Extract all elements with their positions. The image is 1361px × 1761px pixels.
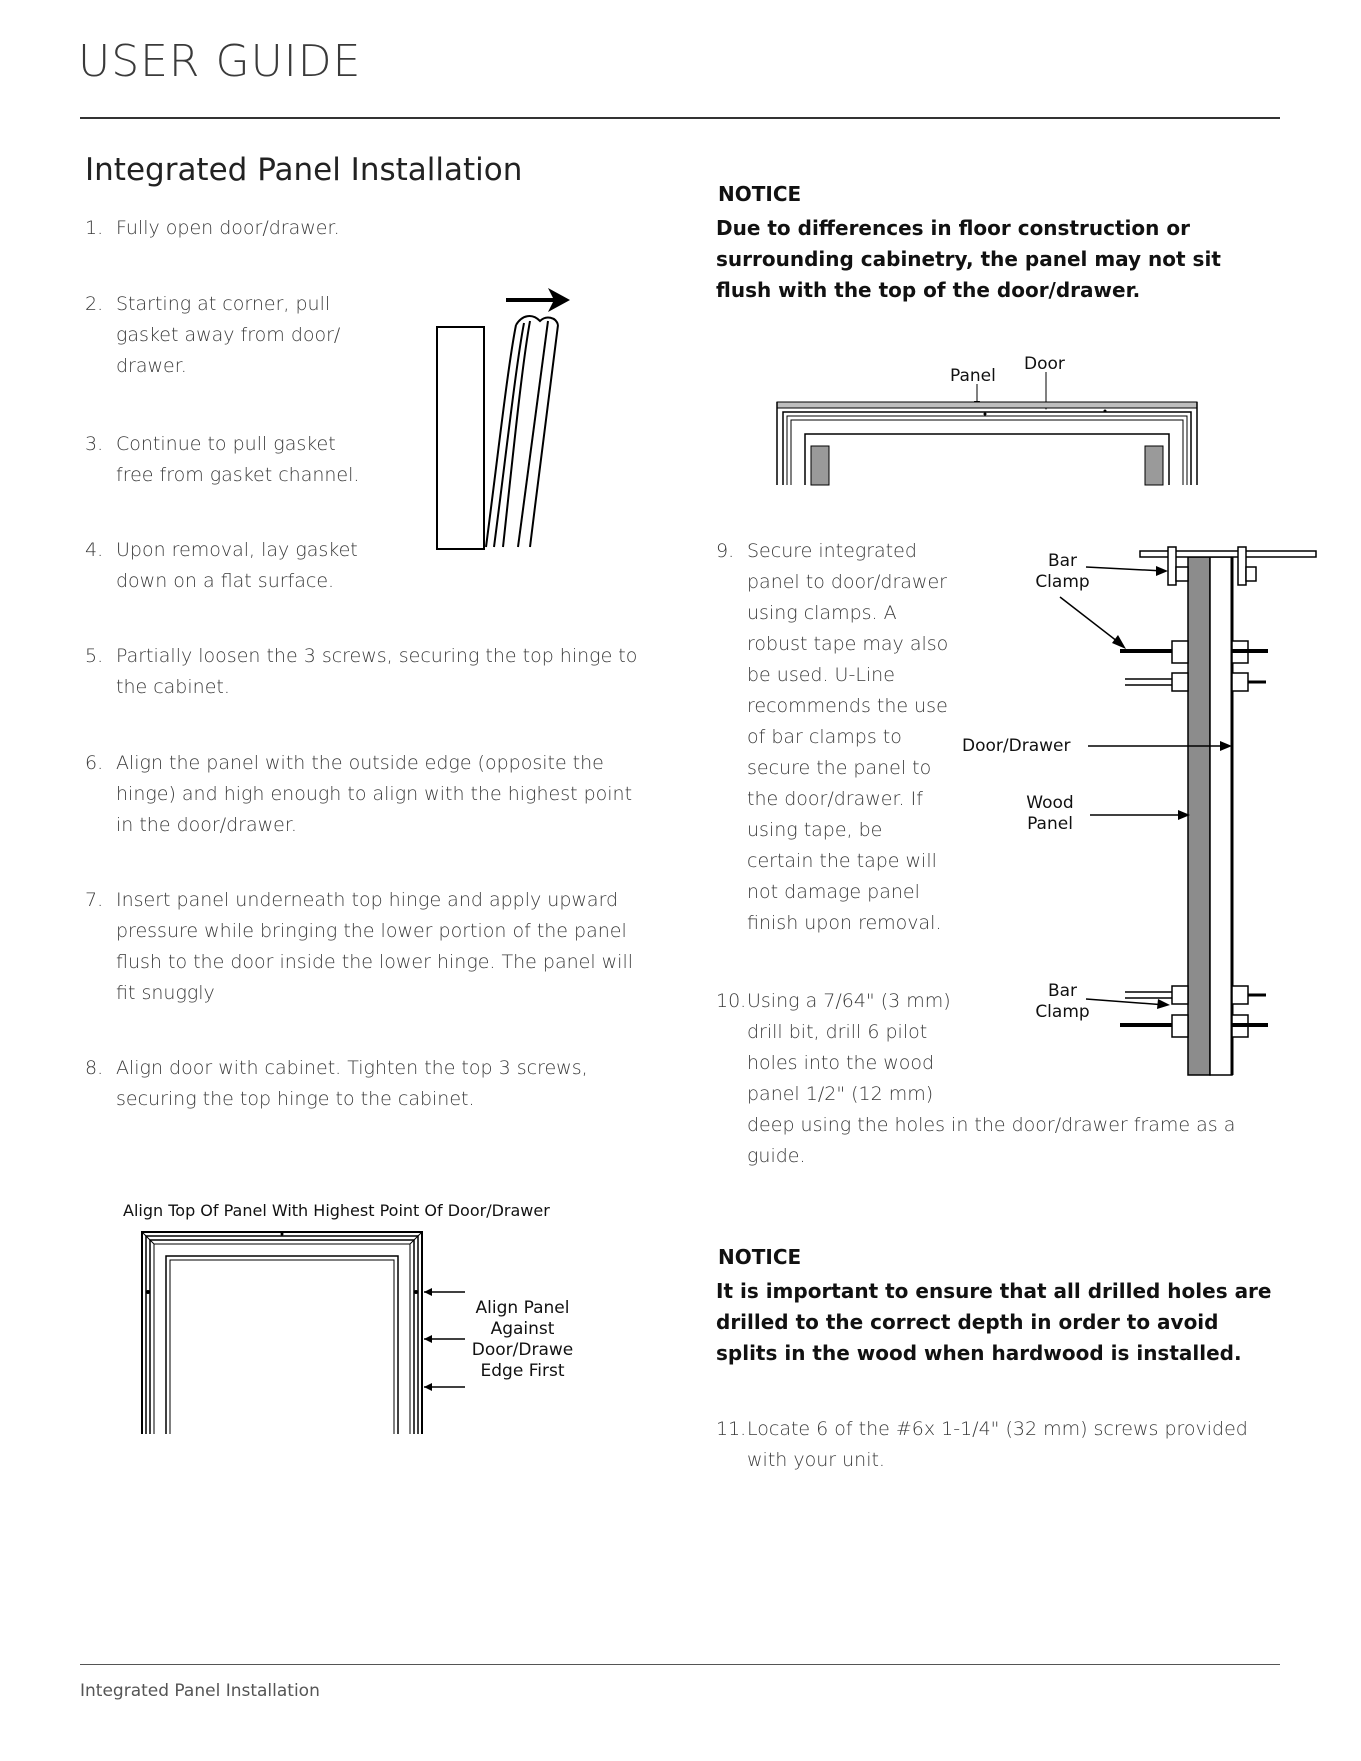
step-text-line: Upon removal, lay gasket [116, 539, 358, 561]
notice-body [716, 213, 1296, 306]
notice-line: It is important to ensure that all drilled holes are [716, 1279, 1272, 1303]
label-line: Panel [1027, 814, 1073, 834]
arrow-right-icon [1086, 999, 1170, 1009]
step-2 [85, 289, 485, 389]
arrow-right-icon [1090, 810, 1190, 820]
step-9 [716, 536, 976, 946]
step-4 [85, 535, 485, 605]
step-text-line: using clamps. A [747, 602, 897, 624]
step-text-line: Using a 7/64" (3 mm) [747, 990, 951, 1012]
step-text-line: certain the tape will [747, 850, 937, 872]
step-text-line: Align door with cabinet. Tighten the top 3 screws, [116, 1057, 588, 1079]
notice2-heading: NOTICE [718, 1245, 802, 1269]
step-text-line: Insert panel underneath top hinge and apply upward [116, 889, 619, 911]
door-drawer-label: Door/Drawer [962, 736, 1071, 756]
step-8 [85, 1053, 705, 1123]
label-line: Clamp [1035, 1002, 1090, 1022]
step-7 [85, 885, 705, 1015]
step-text-line: securing the top hinge to the cabinet. [116, 1088, 475, 1110]
notice-line: Due to differences in floor construction or [716, 216, 1190, 240]
step-text-line: guide. [747, 1145, 806, 1167]
step-text-line: robust tape may also [747, 633, 949, 655]
step-text-line: Align the panel with the outside edge (opposite the [116, 752, 604, 774]
label-line: Align Panel [475, 1298, 570, 1318]
step-text-line: hinge) and high enough to align with the highest point [116, 783, 633, 805]
page-header-title: USER GUIDE [78, 36, 362, 87]
step-text-line: the door/drawer. If [747, 788, 923, 810]
step-number: 10. [716, 990, 747, 1012]
step-text-line: secure the panel to [747, 757, 932, 779]
step-5 [85, 641, 705, 711]
label-line: Bar [1047, 981, 1078, 1001]
step-text-line: Secure integrated [747, 540, 917, 562]
step-text-line: flush to the door inside the lower hinge. The panel will [116, 951, 634, 973]
door-label: Door [1024, 354, 1065, 374]
step-text-line: recommends the use [747, 695, 948, 717]
step-text-line: Partially loosen the 3 screws, securing the top hinge to [116, 645, 638, 667]
step-number: 3. [85, 433, 104, 455]
arrow-left-icon [424, 1288, 465, 1296]
step-number: 7. [85, 889, 104, 911]
step-number: 11. [716, 1418, 747, 1440]
step-number: 6. [85, 752, 104, 774]
step-text-line: Starting at corner, pull [116, 293, 331, 315]
step-text-line: gasket away from door/ [116, 324, 341, 346]
step-text-line: holes into the wood [747, 1052, 935, 1074]
arrow-left-icon [424, 1383, 465, 1391]
step-text-line: fit snuggly [116, 982, 215, 1004]
notice-line: flush with the top of the door/drawer. [716, 278, 1141, 302]
step-text-line: be used. U-Line [747, 664, 895, 686]
align-panel-label [460, 1298, 585, 1382]
step-number: 2. [85, 293, 104, 315]
step-number: 5. [85, 645, 104, 667]
label-line: Clamp [1035, 572, 1090, 592]
step-text-line: with your unit. [747, 1449, 885, 1471]
step-11 [716, 1414, 1296, 1484]
step-text-line: the cabinet. [116, 676, 230, 698]
step-text-line: free from gasket channel. [116, 464, 360, 486]
notice-line: surrounding cabinetry, the panel may not sit [716, 247, 1221, 271]
step-text-line: using tape, be [747, 819, 883, 841]
step-text-line: pressure while bringing the lower portion of the panel [116, 920, 627, 942]
gasket-removal-illustration [430, 285, 590, 550]
step-text: Fully open door/drawer. [116, 217, 340, 239]
label-line: Bar [1047, 551, 1078, 571]
step-text-line: deep using the holes in the door/drawer frame as a [747, 1114, 1236, 1136]
step-text-line: drawer. [116, 355, 187, 377]
notice-line: splits in the wood when hardwood is installed. [716, 1341, 1242, 1365]
notice-line: drilled to the correct depth in order to avoid [716, 1310, 1219, 1334]
step-text-line: panel 1/2" (12 mm) [747, 1083, 934, 1105]
step-text-line: of bar clamps to [747, 726, 902, 748]
footer-divider [80, 1664, 1280, 1665]
notice2-body [716, 1276, 1316, 1369]
step-number: 4. [85, 539, 104, 561]
label-line: Door/Drawe [471, 1340, 574, 1360]
panel-label: Panel [950, 366, 996, 386]
panel-flush-illustration [775, 370, 1200, 490]
step-text-line: drill bit, drill 6 pilot [747, 1021, 928, 1043]
label-line: Against [490, 1319, 555, 1339]
header-divider [80, 117, 1280, 119]
footer-text: Integrated Panel Installation [80, 1681, 320, 1701]
step-6 [85, 748, 705, 848]
section-title: Integrated Panel Installation [85, 152, 523, 188]
bar-clamp-illustration [1060, 545, 1270, 1085]
step-text-line: Continue to pull gasket [116, 433, 336, 455]
label-line: Wood [1026, 793, 1074, 813]
label-line: Edge First [480, 1361, 565, 1381]
arrow-right-icon [1086, 566, 1168, 576]
arrow-right-icon [506, 288, 570, 312]
align-figure-caption: Align Top Of Panel With Highest Point Of Door/Drawer [123, 1201, 550, 1220]
step-text-line: in the door/drawer. [116, 814, 297, 836]
arrow-left-icon [424, 1335, 465, 1343]
step-text-line: panel to door/drawer [747, 571, 947, 593]
notice-heading: NOTICE [718, 182, 802, 206]
step-number: 8. [85, 1057, 104, 1079]
step-text-line: down on a flat surface. [116, 570, 335, 592]
step-text-line: finish upon removal. [747, 912, 942, 934]
step-number: 9. [716, 540, 735, 562]
step-text-line: not damage panel [747, 881, 920, 903]
step-number: 1. [85, 217, 104, 239]
arrow-down-right-icon [1060, 597, 1126, 649]
step-3 [85, 429, 485, 499]
step-text-line: Locate 6 of the #6x 1-1/4" (32 mm) screws provided [747, 1418, 1248, 1440]
